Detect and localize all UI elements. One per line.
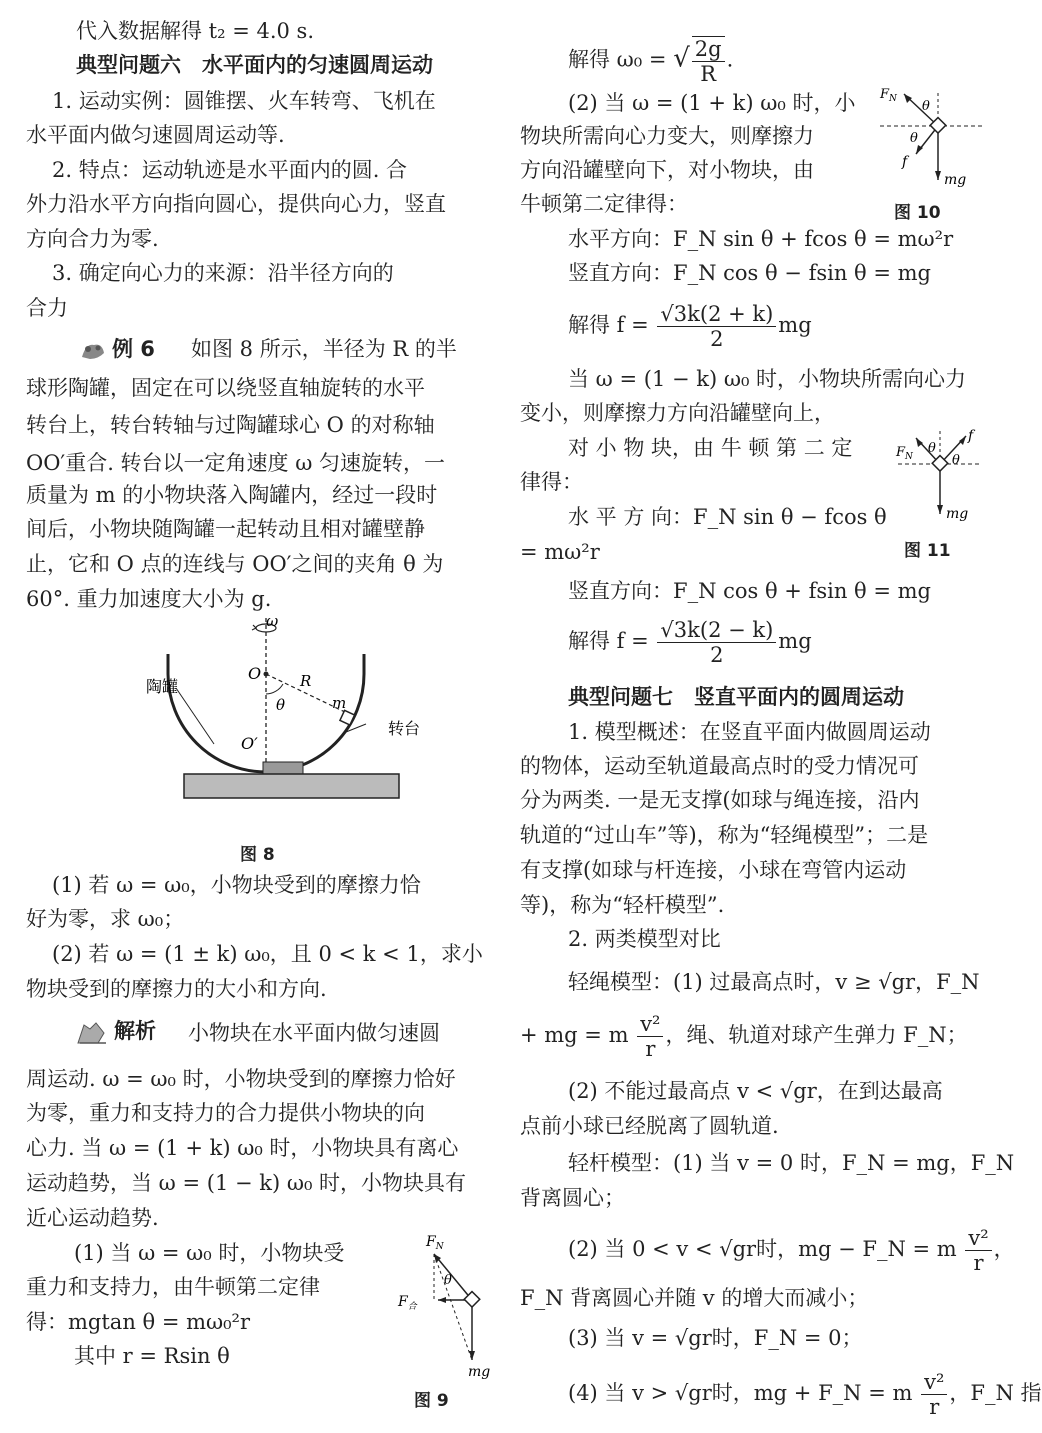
label-f: f [968, 428, 974, 444]
text-line: = mω²r [520, 540, 600, 564]
label-turntable: 转台 [388, 719, 421, 738]
analysis-icon [74, 1019, 110, 1047]
example-icon [78, 339, 108, 363]
example-label: 例 6 [112, 337, 155, 361]
section-heading-6: 典型问题六 水平面内的匀速圆周运动 [76, 53, 433, 77]
text-line: 轻杆模型：(1) 当 v = 0 时，F_N = mg，F_N [568, 1151, 1015, 1175]
text-line: 心力. 当 ω = (1 + k) ω₀ 时，小物块具有离心 [26, 1136, 459, 1160]
text-line: 水 平 方 向：F_N sin θ − fcos θ [568, 505, 887, 529]
text-line: (2) 不能过最高点 v < √gr，在到达最高 [568, 1079, 943, 1103]
solution-heading [74, 1016, 156, 1047]
text-line: 水平方向：F_N sin θ + fcos θ = mω²r [568, 227, 954, 251]
equation-f-1: 解得 f = $\frac{√3k(2 + k)}{2}$ mg [568, 302, 812, 351]
fraction: $\frac{2g}{R}$ [692, 36, 725, 86]
label-FN: $F_N$ [426, 1234, 444, 1252]
text-line: 质量为 m 的小物块落入陶罐内，经过一段时 [26, 483, 438, 507]
label-theta-2: θ [910, 131, 918, 146]
figure-9-force-diagram [388, 1232, 508, 1382]
text-line: 运动趋势，当 ω = (1 − k) ω₀ 时，小物块具有 [26, 1171, 467, 1195]
text-line: 变小，则摩擦力方向沿罐壁向上， [520, 401, 835, 425]
text-line: 其中 r = Rsin θ [74, 1344, 230, 1368]
text-line: 物块所需向心力变大，则摩擦力 [520, 124, 814, 148]
text-line: 3. 确定向心力的来源：沿半径方向的 [52, 261, 394, 285]
text-line: 当 ω = (1 − k) ω₀ 时，小物块所需向心力 [568, 367, 967, 391]
label-O: O [248, 664, 262, 683]
equation-omega0: 解得 ω₀ = √ $\frac{2g}{R}$ . [568, 37, 734, 86]
text-line: 竖直方向：F_N cos θ − fsin θ = mg [568, 261, 931, 285]
label-omega: ω [266, 612, 279, 630]
text-line: 的物体，运动至轨道最高点时的受力情况可 [520, 754, 919, 778]
section-heading-7: 典型问题七 竖直平面内的圆周运动 [568, 685, 904, 709]
text-line: (1) 若 ω = ω₀，小物块受到的摩擦力恰 [52, 873, 421, 897]
equation-rod-model-4: (4) 当 v > √gr时，mg + F_N = m $\frac{\text{v²}}{r}$ ，F_N 指 [568, 1370, 1042, 1419]
label-theta: θ [928, 441, 936, 456]
figure-10-force-diagram [878, 80, 988, 190]
text-line: 止，它和 O 点的连线与 OO′之间的夹角 θ 为 [26, 552, 444, 576]
fraction: $\frac{\text{v²}}{r}$ [637, 1012, 663, 1061]
equation-rope-model: + mg = m $\frac{\text{v²}}{r}$ ，绳、轨道对球产生弹力 F_N； [520, 1012, 968, 1061]
text-line: 重力和支持力，由牛顿第二定律 [26, 1275, 320, 1299]
text-line: 好为零，求 ω₀； [26, 907, 185, 931]
figure-11-force-diagram [896, 424, 986, 524]
text-line: (2) 当 ω = (1 + k) ω₀ 时，小 [568, 91, 856, 115]
text-line: 1. 模型概述：在竖直平面内做圆周运动 [568, 720, 931, 744]
solution-label: 解析 [114, 1019, 156, 1043]
text-line: 为零，重力和支持力的合力提供小物块的向 [26, 1101, 425, 1125]
text-line: 等)，称为“轻杆模型”. [520, 893, 725, 917]
text-line: 背离圆心； [520, 1186, 625, 1210]
text-line: 竖直方向：F_N cos θ + fsin θ = mg [568, 579, 931, 603]
figure-8-jar-diagram [116, 614, 436, 804]
label-theta: θ [922, 99, 930, 114]
text-line: 得：mgtan θ = mω₀²r [26, 1310, 251, 1334]
label-F-net: $F_合$ [398, 1294, 417, 1312]
label-m: m [332, 694, 347, 712]
text-line: 分为两类. 一是无支撑(如球与绳连接，沿内 [520, 788, 920, 812]
label-R: R [300, 672, 312, 690]
text-line: 1. 运动实例：圆锥摆、火车转弯、飞机在 [52, 89, 436, 113]
text-line: F_N 背离圆心并随 v 的增大而减小； [520, 1286, 869, 1310]
example-6-heading [78, 334, 155, 364]
fraction: $\frac{√3k(2 - k)}{2}$ [657, 618, 776, 667]
label-theta: θ [276, 696, 286, 714]
text-line: 间后，小物块随陶罐一起转动且相对罐壁静 [26, 517, 425, 541]
text-line: 轨道的“过山车”等)，称为“轻绳模型”；二是 [520, 823, 929, 847]
figure-8-caption: 图 8 [240, 845, 275, 865]
text-line: 合力 [26, 296, 68, 320]
text-line: 小物块在水平面内做匀速圆 [188, 1021, 440, 1045]
label-O-prime: O′ [241, 734, 258, 753]
text-line: 2. 两类模型对比 [568, 927, 721, 951]
label-mg: mg [944, 172, 967, 188]
text-line: 周运动. ω = ω₀ 时，小物块受到的摩擦力恰好 [26, 1067, 456, 1091]
text-line: (3) 当 v = √gr时，F_N = 0； [568, 1326, 863, 1350]
figure-11-caption: 图 11 [904, 541, 951, 561]
text-line: 牛顿第二定律得： [520, 192, 688, 216]
label-jar: 陶罐 [146, 677, 179, 696]
text-line: 物块受到的摩擦力的大小和方向. [26, 977, 327, 1001]
label-theta-2: θ [952, 453, 960, 468]
equation-prefix: 解得 ω₀ = [568, 47, 667, 72]
label-FN: $F_N$ [896, 445, 913, 462]
text-line: 近心运动趋势. [26, 1206, 159, 1230]
text-line: 60°. 重力加速度大小为 g. [26, 587, 272, 611]
label-theta: θ [444, 1273, 452, 1288]
fraction: $\frac{\text{v²}}{r}$ [921, 1370, 947, 1419]
text-line: (2) 若 ω = (1 ± k) ω₀，且 0 < k < 1，求小 [52, 942, 483, 966]
figure-10-caption: 图 10 [894, 203, 941, 223]
sqrt-sign: √ [673, 43, 690, 74]
equation-f-2: 解得 f = $\frac{√3k(2 - k)}{2}$ mg [568, 618, 812, 667]
text-line: 水平面内做匀速圆周运动等. [26, 123, 285, 147]
text-line: 转台上，转台转轴与过陶罐球心 O 的对称轴 [26, 413, 435, 437]
text-line: 代入数据解得 t₂ = 4.0 s. [76, 19, 315, 43]
text-line: 球形陶罐，固定在可以绕竖直轴旋转的水平 [26, 376, 425, 400]
text-line: 点前小球已经脱离了圆轨道. [520, 1114, 779, 1138]
fraction: $\frac{\text{v²}}{r}$ [965, 1226, 991, 1275]
text-line: 有支撑(如球与杆连接，小球在弯管内运动 [520, 858, 907, 882]
text-line: 方向合力为零. [26, 227, 159, 251]
label-mg: mg [946, 506, 969, 522]
equation-rod-model-2: (2) 当 0 < v < √gr时，mg − F_N = m $\frac{\text{v²}}{r}$ ， [568, 1226, 1015, 1275]
text-line: 如图 8 所示，半径为 R 的半 [191, 337, 457, 361]
label-f: f [902, 154, 908, 170]
text-line: (1) 当 ω = ω₀ 时，小物块受 [74, 1241, 345, 1265]
text-line: 对 小 物 块，由 牛 顿 第 二 定 [568, 436, 853, 460]
text-line: 律得： [520, 470, 583, 494]
label-mg: mg [468, 1364, 491, 1380]
label-FN: $F_N$ [880, 87, 897, 104]
text-line: OO′重合. 转台以一定角速度 ω 匀速旋转，一 [26, 451, 446, 475]
text-line: 方向沿罐壁向下，对小物块，由 [520, 158, 814, 182]
text-line: 轻绳模型：(1) 过最高点时，v ≥ √gr，F_N [568, 970, 980, 994]
text-line: 外力沿水平方向指向圆心，提供向心力，竖直 [26, 192, 446, 216]
figure-9-caption: 图 9 [414, 1391, 449, 1411]
text-line: 2. 特点：运动轨迹是水平面内的圆. 合 [52, 158, 408, 182]
fraction: $\frac{√3k(2 + k)}{2}$ [657, 302, 776, 351]
